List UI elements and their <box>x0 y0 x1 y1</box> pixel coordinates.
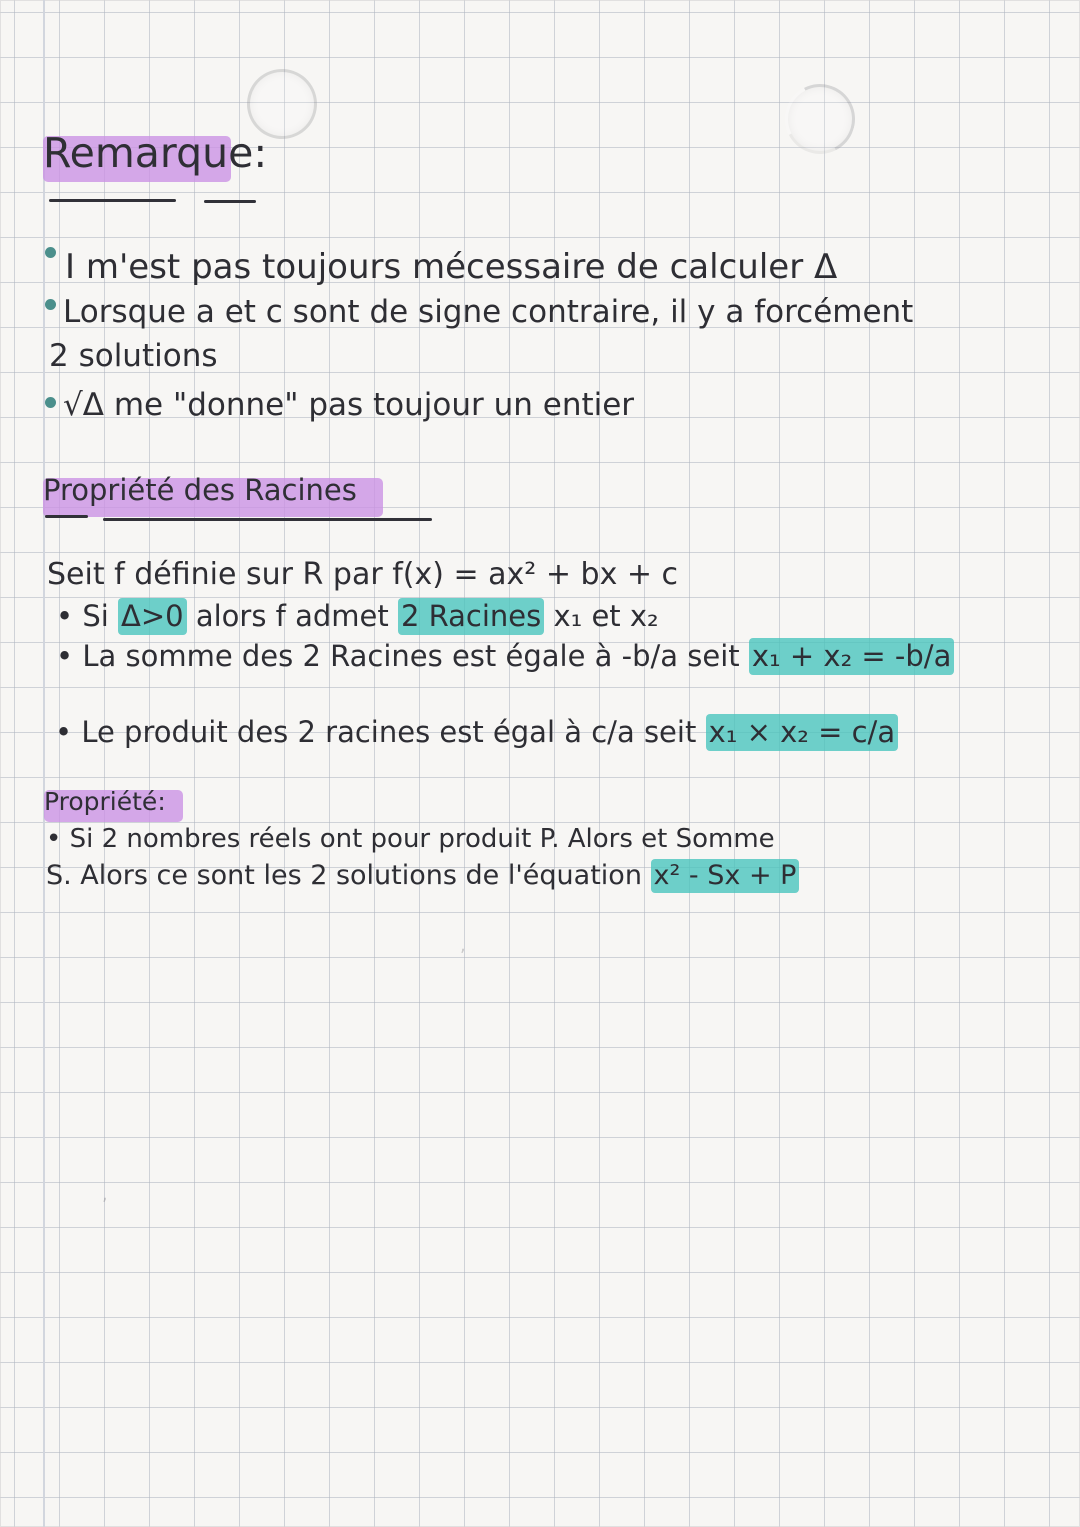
equation-highlight: x² - Sx + P <box>651 859 800 893</box>
remark-line-2: Lorsque a et c sont de signe contraire, il y a forcément <box>63 294 914 330</box>
roots-heading-underline-main <box>103 518 432 521</box>
roots-definition-line <box>47 557 679 592</box>
property-second-line-text: S. Alors ce sont les 2 solutions de l'équation <box>46 860 642 891</box>
bullet-text-dot: • <box>56 599 83 633</box>
product-value: c/a <box>591 715 635 749</box>
property-line-2 <box>46 862 799 889</box>
condition-middle: alors f admet <box>195 599 389 633</box>
bullet-text-dot: • <box>46 824 62 854</box>
condition-prefix: Si <box>82 599 109 633</box>
product-formula-highlight: x₁ × x₂ = c/a <box>706 714 899 751</box>
real-set-symbol: R <box>302 557 324 592</box>
bullet-point <box>45 397 56 408</box>
roots-heading-underline <box>45 515 88 518</box>
bullet-text-dot: • <box>56 639 83 673</box>
product-of-roots-line <box>55 715 898 749</box>
punch-hole <box>776 75 864 163</box>
remark-line-1: I m'est pas toujours mécessaire de calculer Δ <box>65 247 838 287</box>
product-description: Le produit des 2 racines est égal à <box>81 715 583 749</box>
remark-heading-colon: : <box>253 129 268 177</box>
roots-heading: Propriété des Racines <box>43 473 357 507</box>
sum-of-roots-line <box>56 639 954 673</box>
bullet-text-dot: • <box>55 715 82 749</box>
remark-heading-text: Remarque <box>43 129 254 177</box>
definition-middle: par <box>332 557 383 592</box>
remark-heading-group <box>43 129 268 177</box>
property-heading-text: Propriété <box>44 787 158 816</box>
bullet-point <box>45 247 56 258</box>
property-heading-group <box>44 789 166 814</box>
paper-mark: , <box>102 1184 108 1205</box>
sum-description: La somme des 2 Racines est égale à <box>82 639 613 673</box>
property-heading-colon: : <box>157 787 166 816</box>
remark-heading-underline-secondary <box>204 200 256 203</box>
remark-line-3: √Δ me "donne" pas toujour un entier <box>63 387 635 423</box>
roots-condition-line <box>56 599 659 633</box>
property-first-line-text: Si 2 nombres réels ont pour produit P. Alors et Somme <box>69 824 775 854</box>
paper-mark: , <box>460 935 466 956</box>
notebook-margin-line <box>43 0 45 1527</box>
property-line-1 <box>46 826 775 852</box>
roots-variables: x₁ et x₂ <box>553 599 659 633</box>
sum-formula-highlight: x₁ + x₂ = -b/a <box>749 638 954 675</box>
property-heading <box>44 789 166 814</box>
definition-prefix: Seit f définie sur <box>47 557 293 592</box>
remark-heading-underline <box>49 199 176 202</box>
product-link-word: seit <box>643 715 697 749</box>
roots-heading-group <box>43 473 357 507</box>
remark-heading <box>43 129 268 177</box>
two-roots-highlight: 2 Racines <box>398 598 544 635</box>
remark-line-2-continuation: 2 solutions <box>49 338 218 374</box>
bullet-point <box>45 299 56 310</box>
sum-value: -b/a <box>621 639 679 673</box>
delta-positive-highlight: Δ>0 <box>118 598 187 635</box>
sum-link-word: seit <box>687 639 740 673</box>
quadratic-function: f(x) = ax² + bx + c <box>392 557 679 592</box>
